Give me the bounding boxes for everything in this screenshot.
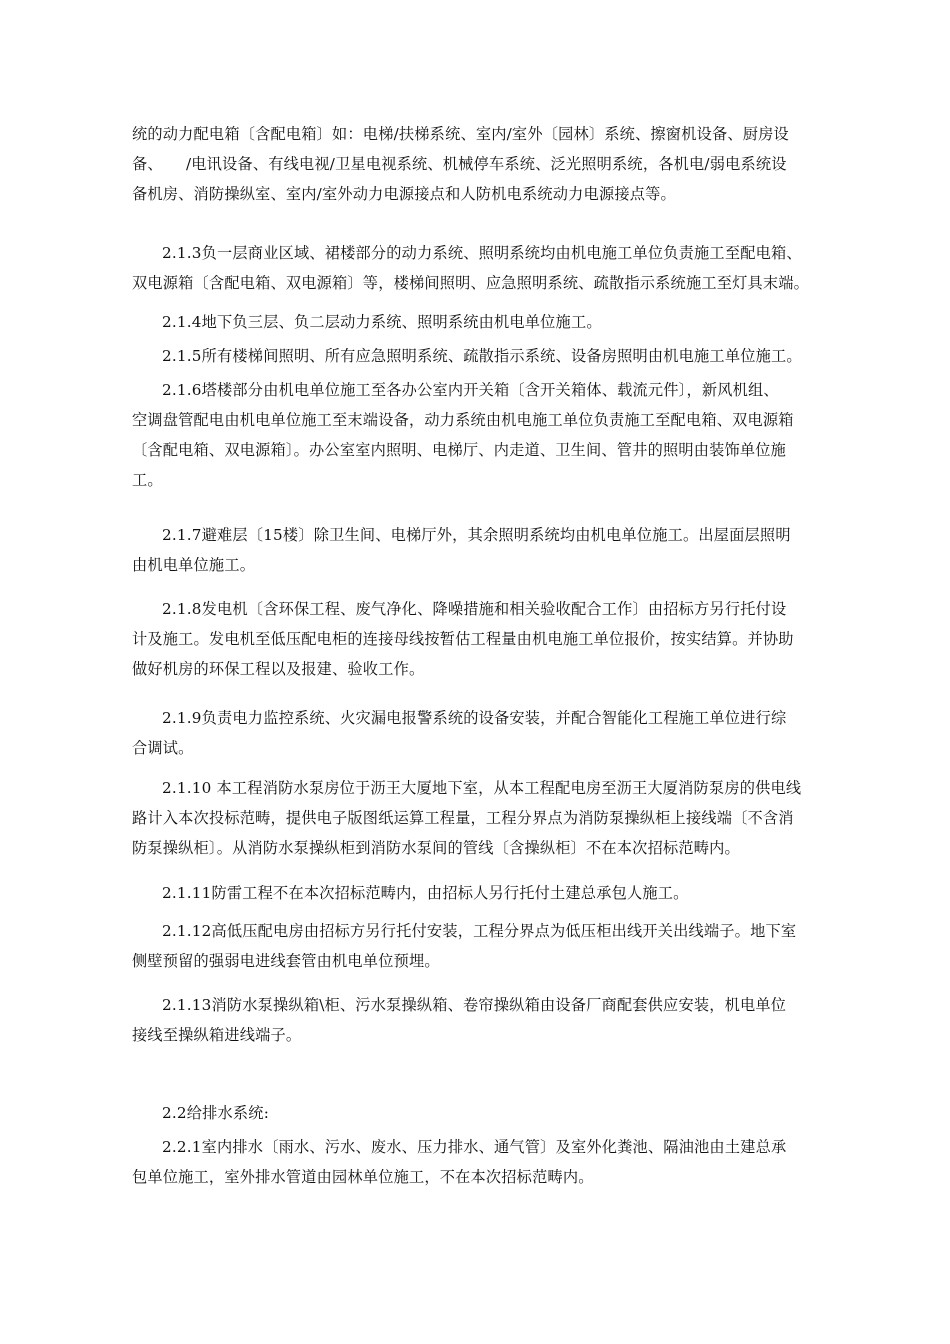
paragraph-2-1-10 [132,773,872,863]
text-line: 备机房、消防操纵室、室内/室外动力电源接点和人防机电系统动力电源接点等。 [132,185,676,203]
text-line: 做好机房的环保工程以及报建、验收工作。 [132,660,425,678]
text-line: 由机电单位施工。 [132,556,256,574]
paragraph-2-1-12 [132,916,872,976]
paragraph-2-1-7 [132,520,872,580]
text-line: 2.2.1室内排水〔雨水、污水、废水、压力排水、通气管〕及室外化粪池、隔油池由土建总承 [162,1138,787,1156]
text-line: 2.1.12高低压配电房由招标方另行托付安装，工程分界点为低压柜出线开关出线端子。地下室 [162,922,797,940]
text-line: 2.2给排水系统: [162,1104,270,1122]
paragraph-2-1-8 [132,594,872,684]
text-line: 2.1.11防雷工程不在本次招标范畴内，由招标人另行托付土建总承包人施工。 [162,884,689,902]
paragraph-2-2-1 [132,1132,872,1192]
text-line: 包单位施工，室外排水管道由园林单位施工，不在本次招标范畴内。 [132,1168,594,1186]
section-heading-2-2 [132,1098,872,1128]
paragraph-power-distribution-continued [132,119,872,209]
paragraph-2-1-11 [132,878,872,908]
text-line: 2.1.4地下负三层、负二层动力系统、照明系统由机电单位施工。 [162,313,602,331]
paragraph-2-1-5 [132,341,872,371]
text-line: 工。 [132,471,163,489]
text-line: 2.1.10 本工程消防水泵房位于沥王大厦地下室，从本工程配电房至沥王大厦消防泵房的供电线 [162,779,802,797]
text-line: 双电源箱〔含配电箱、双电源箱〕等，楼梯间照明、应急照明系统、疏散指示系统施工至灯具末端。 [132,274,810,292]
text-line: 备、 /电讯设备、有线电视/卫星电视系统、机械停车系统、泛光照明系统，各机电/弱电系统设 [132,155,787,173]
text-line: 2.1.6塔楼部分由机电单位施工至各办公室内开关箱〔含开关箱体、载流元件〕，新风机组、 [162,381,779,399]
text-line: 2.1.3负一层商业区域、裙楼部分的动力系统、照明系统均由机电施工单位负责施工至配电箱、 [162,244,802,262]
text-line: 侧壁预留的强弱电进线套管由机电单位预埋。 [132,952,440,970]
paragraph-2-1-4 [132,307,872,337]
text-line: 2.1.8发电机〔含环保工程、废气净化、降噪措施和相关验收配合工作〕由招标方另行托付设 [162,600,787,618]
text-line: 空调盘管配电由机电单位施工至末端设备，动力系统由机电施工单位负责施工至配电箱、双电源箱 [132,411,794,429]
text-line: 〔含配电箱、双电源箱〕。办公室室内照明、电梯厅、内走道、卫生间、管井的照明由装饰单位施 [132,441,787,459]
text-line: 2.1.5所有楼梯间照明、所有应急照明系统、疏散指示系统、设备房照明由机电施工单位施工。 [162,347,802,365]
paragraph-2-1-9 [132,703,872,763]
text-line: 2.1.13消防水泵操纵箱\柜、污水泵操纵箱、卷帘操纵箱由设备厂商配套供应安装，机电单位 [162,996,787,1014]
text-line: 2.1.9负责电力监控系统、火灾漏电报警系统的设备安装，并配合智能化工程施工单位进行综 [162,709,787,727]
text-line: 统的动力配电箱〔含配电箱〕如：电梯/扶梯系统、室内/室外〔园林〕系统、擦窗机设备、厨房设 [132,125,789,143]
text-line: 2.1.7避难层〔15楼〕除卫生间、电梯厅外，其余照明系统均由机电单位施工。出屋面层照明 [162,526,791,544]
paragraph-2-1-13 [132,990,872,1050]
text-line: 路计入本次投标范畴，提供电子版图纸运算工程量，工程分界点为消防泵操纵柜上接线端〔不含消 [132,809,794,827]
text-line: 计及施工。发电机至低压配电柜的连接母线按暂估工程量由机电施工单位报价，按实结算。并协助 [132,630,794,648]
paragraph-2-1-6 [132,375,872,495]
text-line: 合调试。 [132,739,194,757]
text-line: 防泵操纵柜〕。从消防水泵操纵柜到消防水泵间的管线〔含操纵柜〕不在本次招标范畴内。 [132,839,740,857]
text-line: 接线至操纵箱进线端子。 [132,1026,302,1044]
paragraph-2-1-3 [132,238,872,298]
